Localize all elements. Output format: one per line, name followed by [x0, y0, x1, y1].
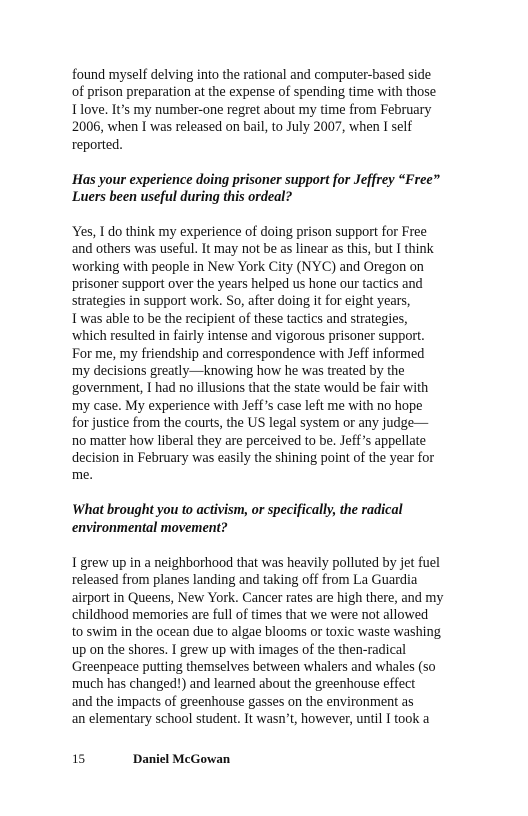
text-line: I love. It’s my number-one regret about my time from February	[72, 101, 432, 118]
question-line: Has your experience doing prisoner support for Jeffrey “Free”	[72, 171, 440, 188]
text-line: decision in February was easily the shining point of the year for	[72, 450, 435, 466]
interview-answer	[72, 224, 462, 485]
text-line: I was able to be the recipient of these tactics and strategies,	[72, 310, 408, 327]
text-line: prisoner support over the years helped us hone our tactics and	[72, 276, 423, 293]
interview-question	[72, 172, 462, 207]
text-line: Greenpeace putting themselves between whalers and whales (so	[72, 659, 436, 676]
text-line: found myself delving into the rational and computer-based side	[72, 67, 432, 83]
question-line: environmental movement?	[72, 519, 228, 536]
page-number: 15	[72, 751, 85, 766]
text-line: me.	[72, 467, 93, 484]
interview-answer	[72, 555, 462, 729]
text-line: airport in Queens, New York. Cancer rates are high there, and my	[72, 589, 444, 606]
text-line: my case. My experience with Jeff’s case left me with no hope	[72, 397, 423, 414]
text-line: For me, my friendship and correspondence with Jeff informed	[72, 345, 425, 362]
text-line: government, I had no illusions that the state would be fair with	[72, 380, 429, 397]
text-line: working with people in New York City (NYC) and Oregon on	[72, 258, 424, 275]
text-line: reported.	[72, 136, 123, 153]
text-line: strategies in support work. So, after doing it for eight years,	[72, 293, 411, 310]
page-footer	[72, 751, 230, 767]
text-line: to swim in the ocean due to algae blooms or toxic waste washing	[72, 624, 441, 641]
paragraph-spacer	[72, 485, 462, 503]
text-line: released from planes landing and taking off from La Guardia	[72, 572, 418, 589]
text-line: childhood memories are full of times that we were not allowed	[72, 606, 429, 623]
text-line: my decisions greatly—knowing how he was treated by the	[72, 363, 405, 380]
text-line: an elementary school student. It wasn’t, however, until I took a	[72, 711, 430, 728]
text-line: 2006, when I was released on bail, to July 2007, when I self	[72, 119, 413, 136]
text-line: no matter how liberal they are perceived to be. Jeff’s appellate	[72, 432, 426, 449]
paragraph-spacer	[72, 537, 462, 555]
paragraph-continued	[72, 67, 462, 154]
text-line: for justice from the courts, the US legal system or any judge—	[72, 415, 429, 432]
text-line: and others was useful. It may not be as linear as this, but I think	[72, 241, 434, 258]
text-line: Yes, I do think my experience of doing prison support for Free	[72, 223, 427, 240]
running-footer-author: Daniel McGowan	[133, 751, 231, 766]
text-line: which resulted in fairly intense and vigorous prisoner support.	[72, 328, 425, 345]
page-body	[72, 67, 462, 729]
paragraph-spacer	[72, 154, 462, 172]
text-line: and the impacts of greenhouse gasses on the environment as	[72, 693, 414, 710]
text-line: I grew up in a neighborhood that was heavily polluted by jet fuel	[72, 554, 440, 571]
paragraph-spacer	[72, 206, 462, 224]
question-line: Luers been useful during this ordeal?	[72, 188, 293, 205]
text-line: up on the shores. I grew up with images of the then-radical	[72, 641, 407, 658]
text-line: of prison preparation at the expense of spending time with those	[72, 84, 437, 101]
text-line: much has changed!) and learned about the greenhouse effect	[72, 676, 416, 693]
interview-question	[72, 502, 462, 537]
question-line: What brought you to activism, or specifically, the radical	[72, 502, 403, 519]
